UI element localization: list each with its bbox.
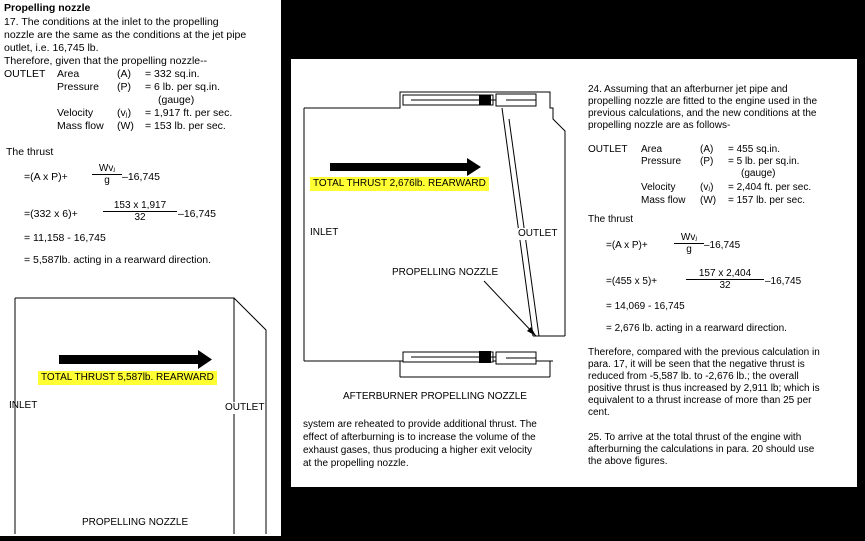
condition-name: Pressure	[641, 156, 682, 167]
condition-value: (gauge)	[158, 94, 195, 106]
condition-value: = 1,917 ft. per sec.	[145, 107, 233, 119]
para25-line: the above figures.	[588, 456, 668, 467]
conclusion-line: Therefore, compared with the previous calculation in	[588, 347, 820, 358]
conclusion-line: cent.	[588, 407, 610, 418]
equation-4: = 2,676 lb. acting in a rearward direction.	[606, 323, 787, 334]
outlet-label: OUTLET	[588, 144, 628, 155]
para17-line: Therefore, given that the propelling nozzle--	[4, 55, 208, 67]
fraction-denominator: 32	[719, 280, 731, 291]
condition-symbol: (P)	[700, 156, 714, 167]
jet-pipe-outline	[304, 92, 565, 336]
condition-symbol: (A)	[700, 144, 714, 155]
condition-value: = 455 sq.in.	[728, 144, 780, 155]
equation-2-fraction	[686, 268, 764, 291]
body-text-line: effect of afterburning is to increase the volume of the	[303, 432, 536, 443]
top-actuator	[403, 94, 536, 106]
equation-1-fraction	[674, 232, 704, 255]
diagram-inlet-label: INLET	[310, 227, 339, 238]
condition-symbol: (W)	[700, 195, 717, 206]
para25-line: 25. To arrive at the total thrust of the engine with	[588, 432, 802, 443]
conclusion-line: para. 17, it will be seen that the negative thrust is	[588, 359, 805, 370]
condition-symbol: (vⱼ)	[700, 182, 714, 193]
condition-value: = 5 lb. per sq.in.	[728, 156, 800, 167]
fraction-denominator: g	[686, 244, 692, 255]
condition-name: Area	[641, 144, 663, 155]
equation-4: = 5,587lb. acting in a rearward direction.	[24, 254, 212, 266]
para17-line: nozzle are the same as the conditions at the jet pipe	[4, 29, 247, 41]
diagram-outlet-label: OUTLET	[225, 402, 265, 413]
condition-name: Pressure	[57, 81, 100, 93]
condition-value: = 6 lb. per sq.in.	[145, 81, 221, 93]
condition-value: = 332 sq.in.	[145, 68, 200, 80]
equation-1-right: –16,745	[704, 240, 741, 251]
conclusion-line: equivalent to a thrust increase of more than 25 per	[588, 395, 812, 406]
equation-3: = 11,158 - 16,745	[24, 232, 106, 244]
outlet-label: OUTLET	[4, 68, 46, 80]
equation-1-left: =(A x P)+	[24, 171, 68, 183]
conclusion-line: reduced from -5,587 lb. to -2,676 lb.; the overall	[588, 371, 799, 382]
thrust-arrow	[59, 350, 212, 369]
condition-name: Area	[57, 68, 80, 80]
condition-symbol: (P)	[117, 81, 131, 93]
equation-3: = 14,069 - 16,745	[606, 301, 685, 312]
condition-value: = 157 lb. per sec.	[728, 195, 805, 206]
equation-2-right: –16,745	[765, 276, 802, 287]
para24-line: propelling nozzle are fitted to the engine used in the	[588, 96, 818, 107]
equation-2-left: =(332 x 6)+	[24, 208, 78, 220]
para24-line: previous calculations, and the new conditions at the	[588, 108, 817, 119]
equation-2-left: =(455 x 5)+	[606, 276, 658, 287]
fraction-denominator: 32	[134, 212, 146, 223]
condition-symbol: (A)	[117, 68, 131, 80]
fraction-numerator: 157 x 2,404	[686, 268, 764, 280]
equation-1-right: –16,745	[122, 171, 160, 183]
left-page	[0, 0, 281, 536]
propelling-nozzle-diagram	[0, 0, 281, 536]
nozzle-pointer	[484, 281, 536, 336]
diagram-caption: PROPELLING NOZZLE	[82, 517, 189, 528]
nozzle-outline	[15, 298, 266, 534]
conclusion-line: positive thrust is thus increased by 2,911 lb; which is	[588, 383, 820, 394]
diagram-nozzle-label: PROPELLING NOZZLE	[392, 267, 499, 278]
body-text-line: exhaust gases, thus producing a higher exit velocity	[303, 445, 533, 456]
condition-name: Mass flow	[641, 195, 686, 206]
diagram-outlet-label: OUTLET	[518, 228, 558, 239]
fraction-denominator: g	[104, 175, 110, 186]
diagram-caption: AFTERBURNER PROPELLING NOZZLE	[343, 391, 527, 402]
equation-2-right: –16,745	[178, 208, 216, 220]
condition-symbol: (vⱼ)	[117, 107, 132, 119]
right-page	[291, 59, 857, 487]
nozzle-petal-top	[502, 108, 533, 336]
para17-line: outlet, i.e. 16,745 lb.	[4, 42, 99, 54]
body-text-line: system are reheated to provide additional thrust. The	[303, 419, 537, 430]
para24-line: propelling nozzle are as follows-	[588, 120, 731, 131]
para24-line: 24. Assuming that an afterburner jet pipe and	[588, 84, 788, 95]
fraction-numerator: Wvⱼ	[92, 163, 122, 175]
thrust-arrow	[330, 158, 481, 176]
condition-value: = 153 lb. per sec.	[145, 120, 226, 132]
fraction-numerator: Wvⱼ	[674, 232, 704, 244]
body-text-line: at the propelling nozzle.	[303, 458, 409, 469]
thrust-label: The thrust	[588, 214, 634, 225]
condition-value: (gauge)	[741, 168, 776, 179]
condition-name: Velocity	[641, 182, 676, 193]
equation-1-left: =(A x P)+	[606, 240, 648, 251]
fraction-numerator: 153 x 1,917	[103, 200, 177, 212]
para17-line: 17. The conditions at the inlet to the propelling	[4, 16, 219, 28]
para25-line: afterburning the calculations in para. 20 should use	[588, 444, 815, 455]
condition-value: = 2,404 ft. per sec.	[728, 182, 812, 193]
total-thrust-banner: TOTAL THRUST 5,587lb. REARWARD	[38, 371, 217, 385]
section-heading: Propelling nozzle	[4, 2, 91, 14]
diagram-inlet-label: INLET	[9, 400, 38, 411]
condition-name: Mass flow	[57, 120, 104, 132]
bottom-actuator	[400, 351, 550, 377]
thrust-label: The thrust	[6, 146, 54, 158]
condition-name: Velocity	[57, 107, 94, 119]
condition-symbol: (W)	[117, 120, 134, 132]
total-thrust-banner: TOTAL THRUST 2,676lb. REARWARD	[310, 177, 489, 191]
